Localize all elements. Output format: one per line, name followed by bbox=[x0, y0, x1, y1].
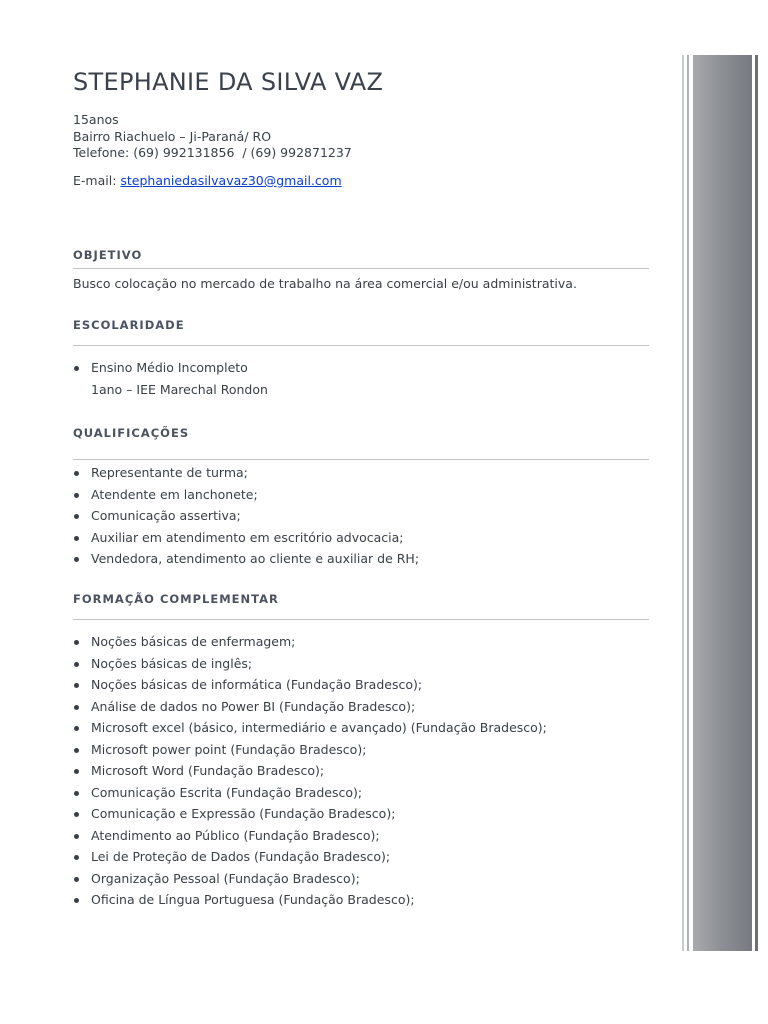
list-item: Auxiliar em atendimento em escritório advocacia; bbox=[73, 527, 419, 549]
phone-text: Telefone: (69) 992131856 / (69) 992871237 bbox=[73, 145, 352, 160]
list-item: Comunicação e Expressão (Fundação Bradesco); bbox=[73, 803, 547, 825]
list-item: Atendente em lanchonete; bbox=[73, 484, 419, 506]
list-item: Atendimento ao Público (Fundação Bradesco); bbox=[73, 825, 547, 847]
section-divider bbox=[73, 268, 649, 269]
list-item: Oficina de Língua Portuguesa (Fundação Bradesco); bbox=[73, 889, 547, 911]
email-line bbox=[73, 173, 342, 190]
qualificacoes-list bbox=[73, 462, 419, 570]
list-item: Comunicação Escrita (Fundação Bradesco); bbox=[73, 782, 547, 804]
list-item: Lei de Proteção de Dados (Fundação Bradesco); bbox=[73, 846, 547, 868]
formacao-list bbox=[73, 631, 547, 911]
decorative-sidebar-line bbox=[755, 55, 758, 951]
section-title-escolaridade: ESCOLARIDADE bbox=[73, 318, 185, 332]
section-divider bbox=[73, 459, 649, 460]
section-title-formacao: FORMAÇÃO COMPLEMENTAR bbox=[73, 592, 279, 606]
section-title-qualificacoes: QUALIFICAÇÕES bbox=[73, 426, 190, 440]
list-item: Microsoft excel (básico, intermediário e avançado) (Fundação Bradesco); bbox=[73, 717, 547, 739]
escolaridade-detail: 1ano – IEE Marechal Rondon bbox=[91, 382, 268, 397]
address-text: Bairro Riachuelo – Ji-Paraná/ RO bbox=[73, 128, 272, 144]
escolaridade-list bbox=[73, 357, 248, 379]
contact-block bbox=[73, 112, 352, 162]
section-divider bbox=[73, 619, 649, 620]
list-item: Análise de dados no Power BI (Fundação Bradesco); bbox=[73, 696, 547, 718]
objetivo-text: Busco colocação no mercado de trabalho na área comercial e/ou administrativa. bbox=[73, 276, 577, 291]
list-item: Comunicação assertiva; bbox=[73, 505, 419, 527]
section-divider bbox=[73, 345, 649, 346]
list-item: Vendedora, atendimento ao cliente e auxiliar de RH; bbox=[73, 548, 419, 570]
decorative-sidebar-line bbox=[687, 55, 689, 951]
list-item: Noções básicas de inglês; bbox=[73, 653, 547, 675]
list-item: Microsoft power point (Fundação Bradesco); bbox=[73, 739, 547, 761]
list-item: Noções básicas de informática (Fundação Bradesco); bbox=[73, 674, 547, 696]
decorative-sidebar-bar bbox=[693, 55, 752, 951]
candidate-name: STEPHANIE DA SILVA VAZ bbox=[73, 68, 384, 96]
list-item: Organização Pessoal (Fundação Bradesco); bbox=[73, 868, 547, 890]
email-label: E-mail: bbox=[73, 173, 121, 188]
age-text: 15anos bbox=[73, 112, 119, 127]
list-item: Microsoft Word (Fundação Bradesco); bbox=[73, 760, 547, 782]
decorative-sidebar-line bbox=[682, 55, 684, 951]
list-item: Noções básicas de enfermagem; bbox=[73, 631, 547, 653]
list-item: Ensino Médio Incompleto bbox=[73, 357, 248, 379]
list-item: Representante de turma; bbox=[73, 462, 419, 484]
section-title-objetivo: OBJETIVO bbox=[73, 248, 143, 262]
email-link[interactable]: stephaniedasilvavaz30@gmail.com bbox=[120, 173, 342, 188]
